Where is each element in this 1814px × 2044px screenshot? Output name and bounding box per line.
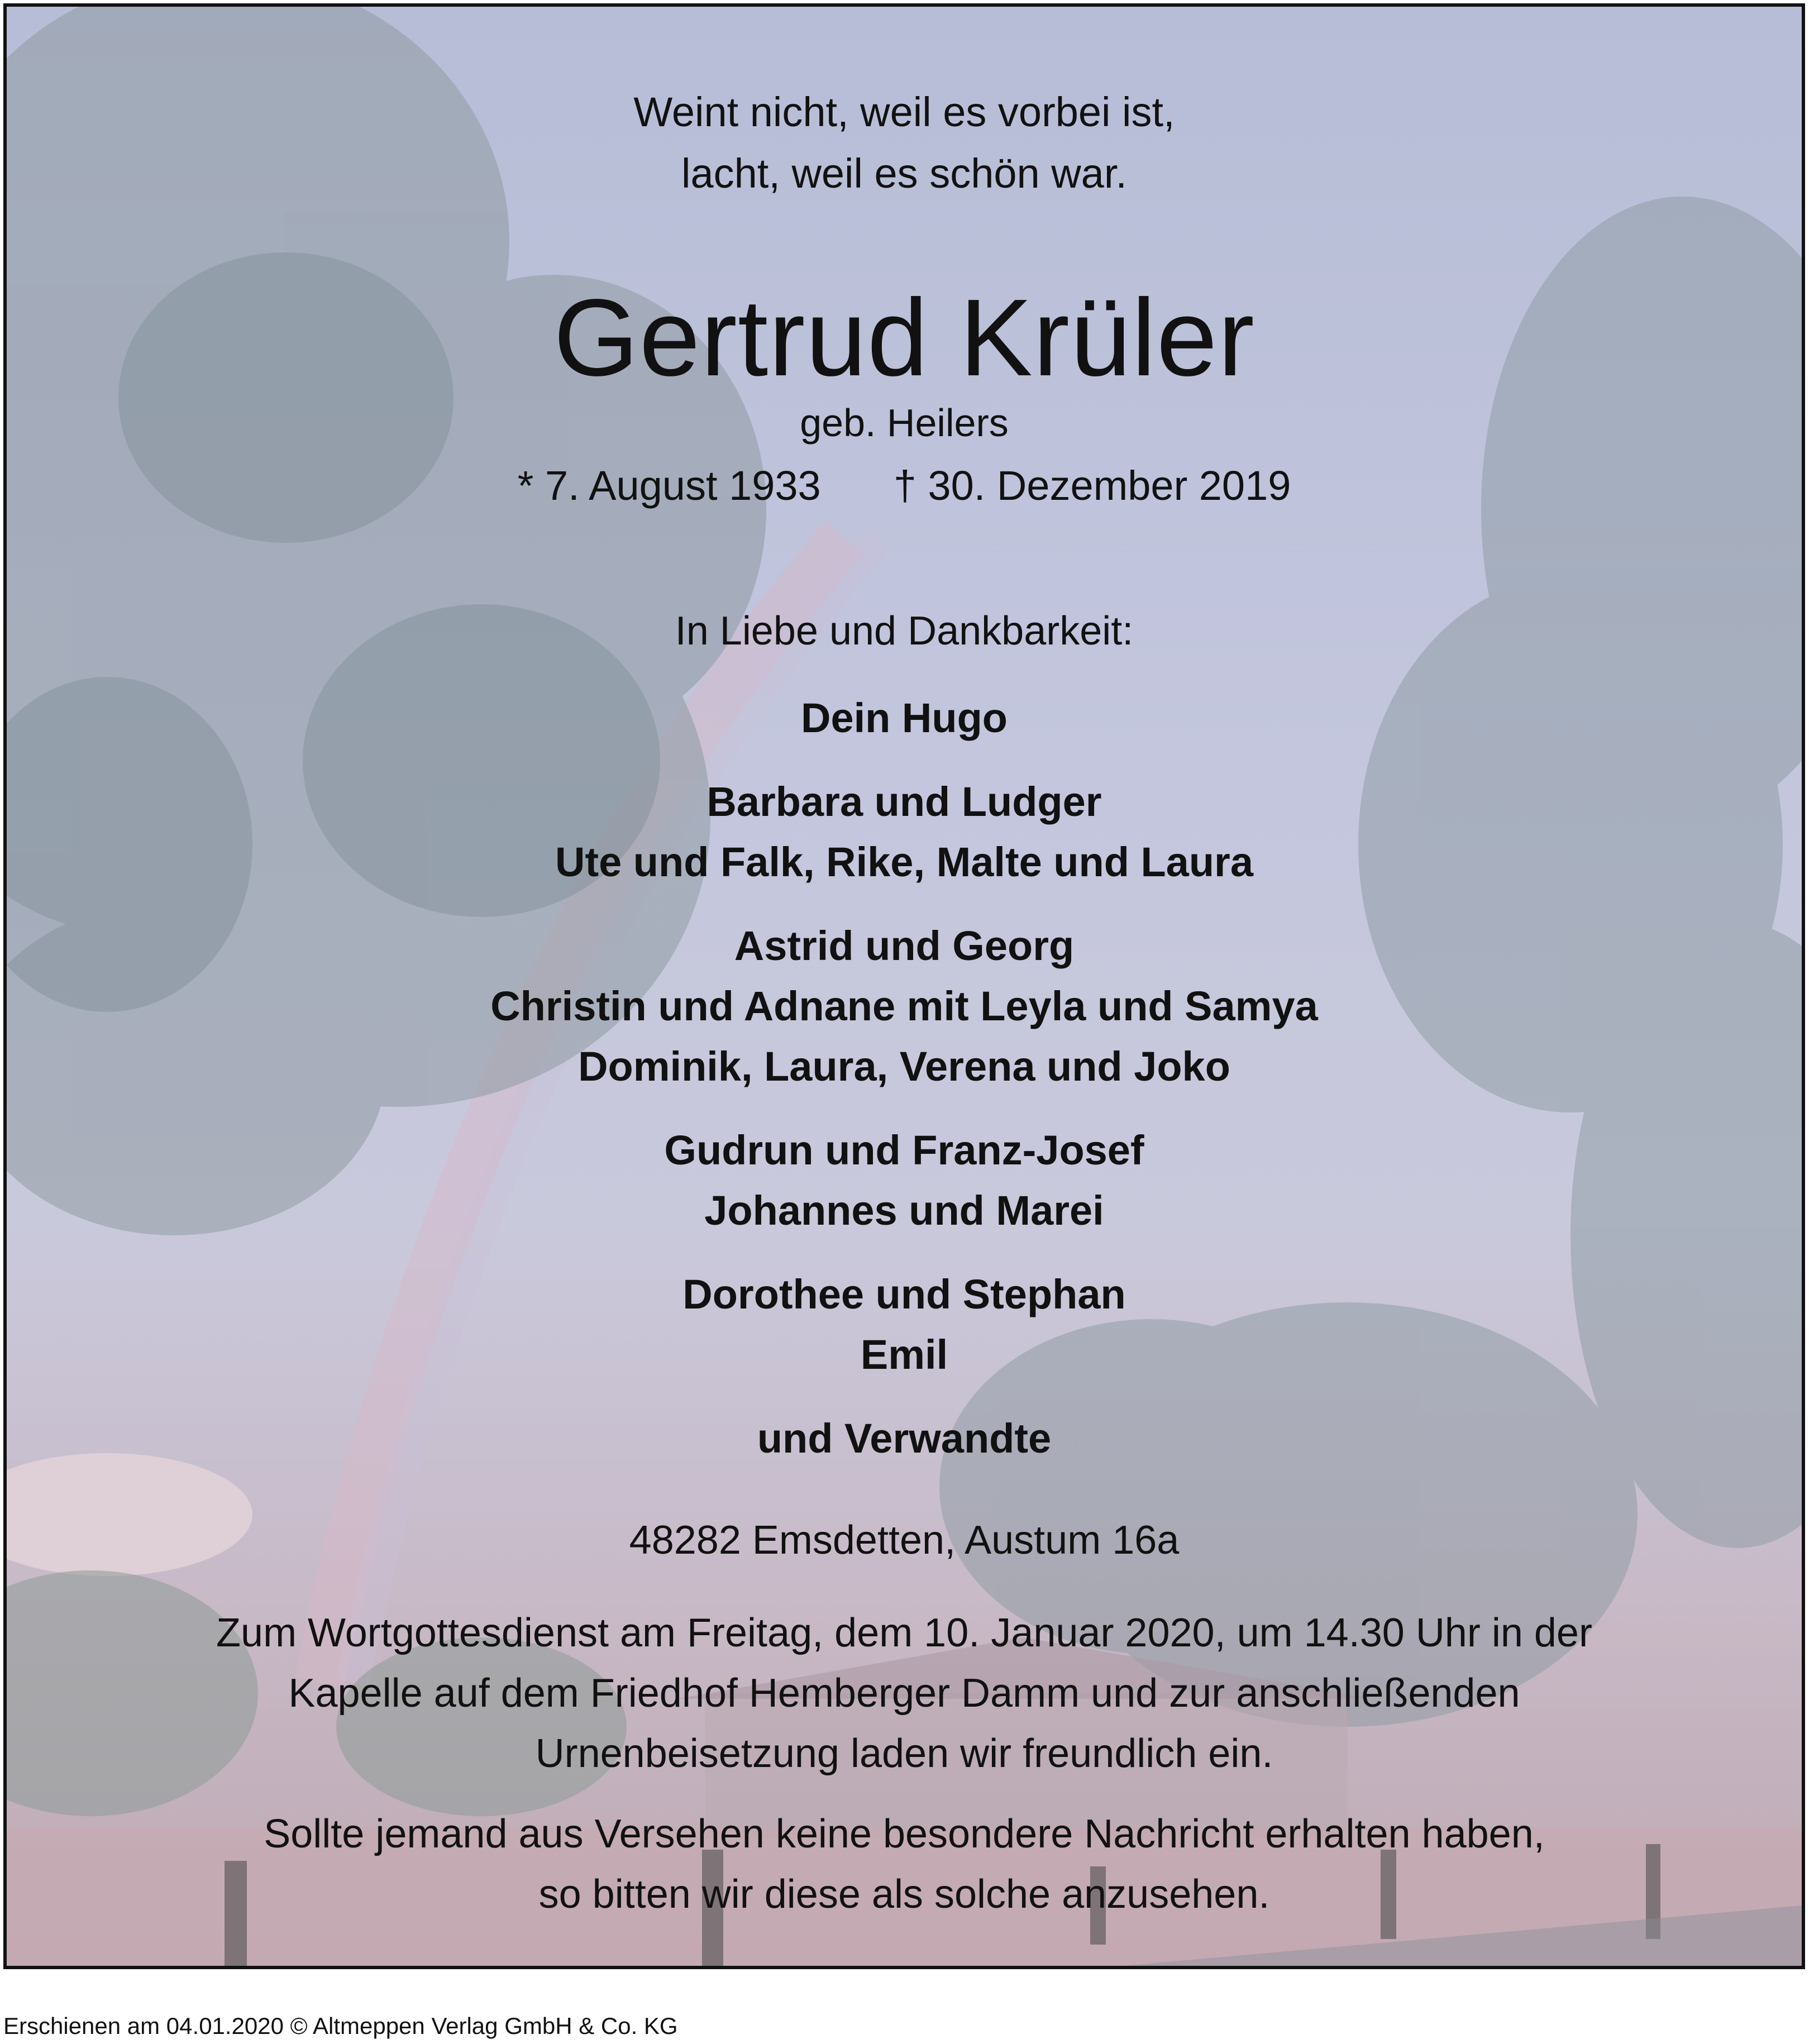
mourner-line: Christin und Adnane mit Leyla und Samya [490, 983, 1318, 1029]
motto-quote [7, 82, 1802, 204]
mourner-group [7, 772, 1802, 892]
service-line: Kapelle auf dem Friedhof Hemberger Damm und zur anschließenden [288, 1671, 1520, 1716]
mourner-group [7, 1264, 1802, 1385]
publication-credit: Erschienen am 04.01.2020 © Altmeppen Verlag GmbH & Co. KG [3, 2013, 678, 2039]
obituary-notice [3, 3, 1805, 1969]
note-line: so bitten wir diese als solche anzusehen. [538, 1872, 1270, 1917]
death-date: † 30. Dezember 2019 [893, 462, 1291, 509]
note-line: Sollte jemand aus Versehen keine besondere Nachricht erhalten haben, [264, 1812, 1545, 1856]
mourners-intro: In Liebe und Dankbarkeit: [675, 609, 1134, 653]
mourner-group [7, 1120, 1802, 1241]
mourner-line: Astrid und Georg [734, 923, 1075, 969]
life-dates [7, 462, 1802, 509]
motto-line: Weint nicht, weil es vorbei ist, [633, 89, 1175, 135]
service-info [7, 1603, 1802, 1784]
maiden-name: geb. Heilers [800, 401, 1009, 445]
service-line: Urnenbeisetzung laden wir freundlich ein. [535, 1731, 1273, 1776]
mourner-line: Ute und Falk, Rike, Malte und Laura [555, 839, 1253, 885]
mourner-line: Barbara und Ludger [706, 779, 1102, 825]
service-line: Zum Wortgottesdienst am Freitag, dem 10. Januar 2020, um 14.30 Uhr in der [216, 1611, 1592, 1655]
mourners-list [7, 688, 1802, 1492]
mourner-line: Dorothee und Stephan [682, 1271, 1126, 1317]
address: 48282 Emsdetten, Austum 16a [629, 1518, 1180, 1563]
mourner-group [7, 916, 1802, 1097]
birth-date: * 7. August 1933 [517, 462, 821, 509]
deceased-name: Gertrud Krüler [553, 276, 1255, 399]
mourner-line: Gudrun und Franz-Josef [664, 1127, 1144, 1173]
mourner-line: Dein Hugo [801, 695, 1008, 741]
mourner-line: Johannes und Marei [704, 1187, 1104, 1234]
mourner-line: Dominik, Laura, Verena und Joko [578, 1043, 1230, 1090]
mourner-group [7, 688, 1802, 748]
mourner-group [7, 1408, 1802, 1469]
mourner-line: Emil [860, 1331, 948, 1378]
motto-line: lacht, weil es schön war. [681, 150, 1127, 197]
mourner-line: und Verwandte [757, 1415, 1052, 1462]
closing-note [7, 1804, 1802, 1924]
